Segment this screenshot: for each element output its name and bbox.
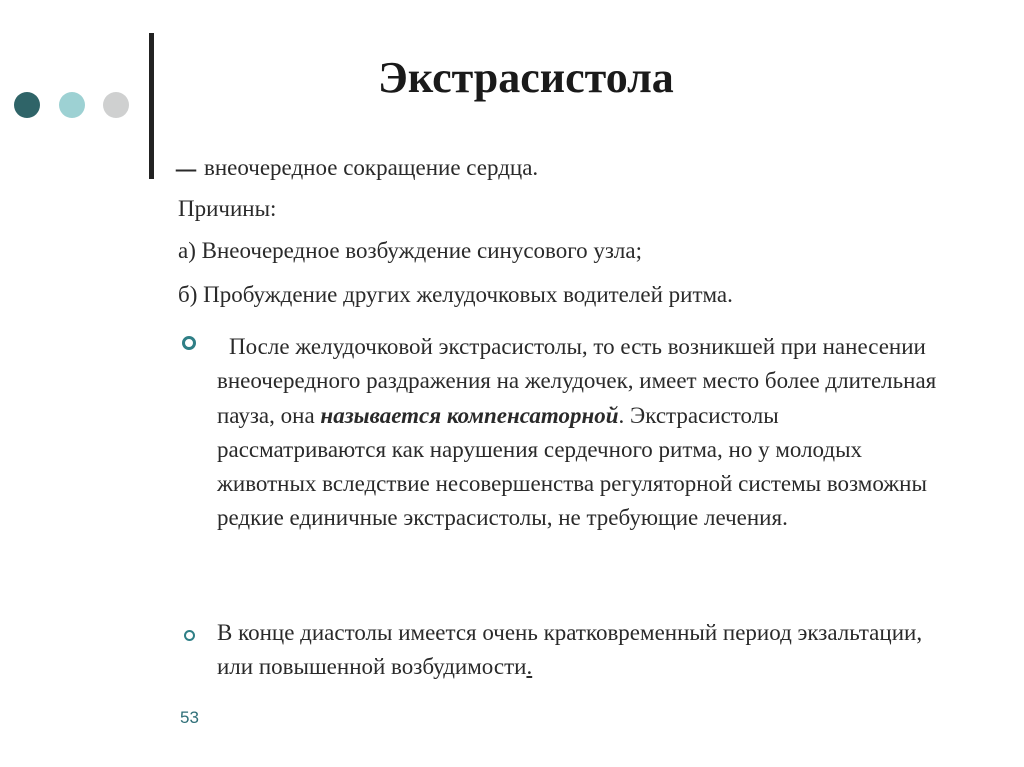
title-divider bbox=[149, 33, 154, 179]
bullet1-text-before: После желудочковой экстрасистолы, то есть возникшей при нанесении внеочередного раздражения на желудочек, имеет место более длительная пауза, она bbox=[217, 334, 937, 428]
bullet2-trailing-mark: . bbox=[526, 654, 533, 680]
page-number: 53 bbox=[180, 708, 199, 727]
bullet-paragraph-2 bbox=[217, 616, 937, 685]
definition-line bbox=[176, 143, 538, 190]
cause-b: б) Пробуждение других желудочковых водителей ритма. bbox=[178, 282, 733, 307]
decor-dot-dark bbox=[14, 92, 40, 118]
slide-title: Экстрасистола bbox=[378, 53, 674, 102]
bullet-paragraph-1 bbox=[217, 330, 937, 536]
definition-text: внеочередное сокращение сердца. bbox=[204, 155, 539, 180]
decor-dot-light bbox=[59, 92, 85, 118]
bullet1-emphasis: называется компенсаторной bbox=[320, 402, 619, 428]
bullet-ring-icon bbox=[184, 630, 195, 641]
bullet2-text: В конце диастолы имеется очень кратковременный период экзальтации, или повышенной возбудимости bbox=[217, 620, 923, 680]
causes-label: Причины: bbox=[178, 196, 277, 221]
decor-dot-gray bbox=[103, 92, 129, 118]
bullet1-text-after: . Экстрасистолы рассматриваются как нарушения сердечного ритма, но у молодых животных вследствие несовершенства регуляторной системы возможны редкие единичные экстрасистолы, не требующие лечения. bbox=[217, 402, 927, 531]
cause-a: а) Внеочередное возбуждение синусового узла; bbox=[178, 238, 643, 263]
bullet-ring-icon bbox=[182, 336, 196, 350]
em-dash: – bbox=[176, 144, 196, 189]
